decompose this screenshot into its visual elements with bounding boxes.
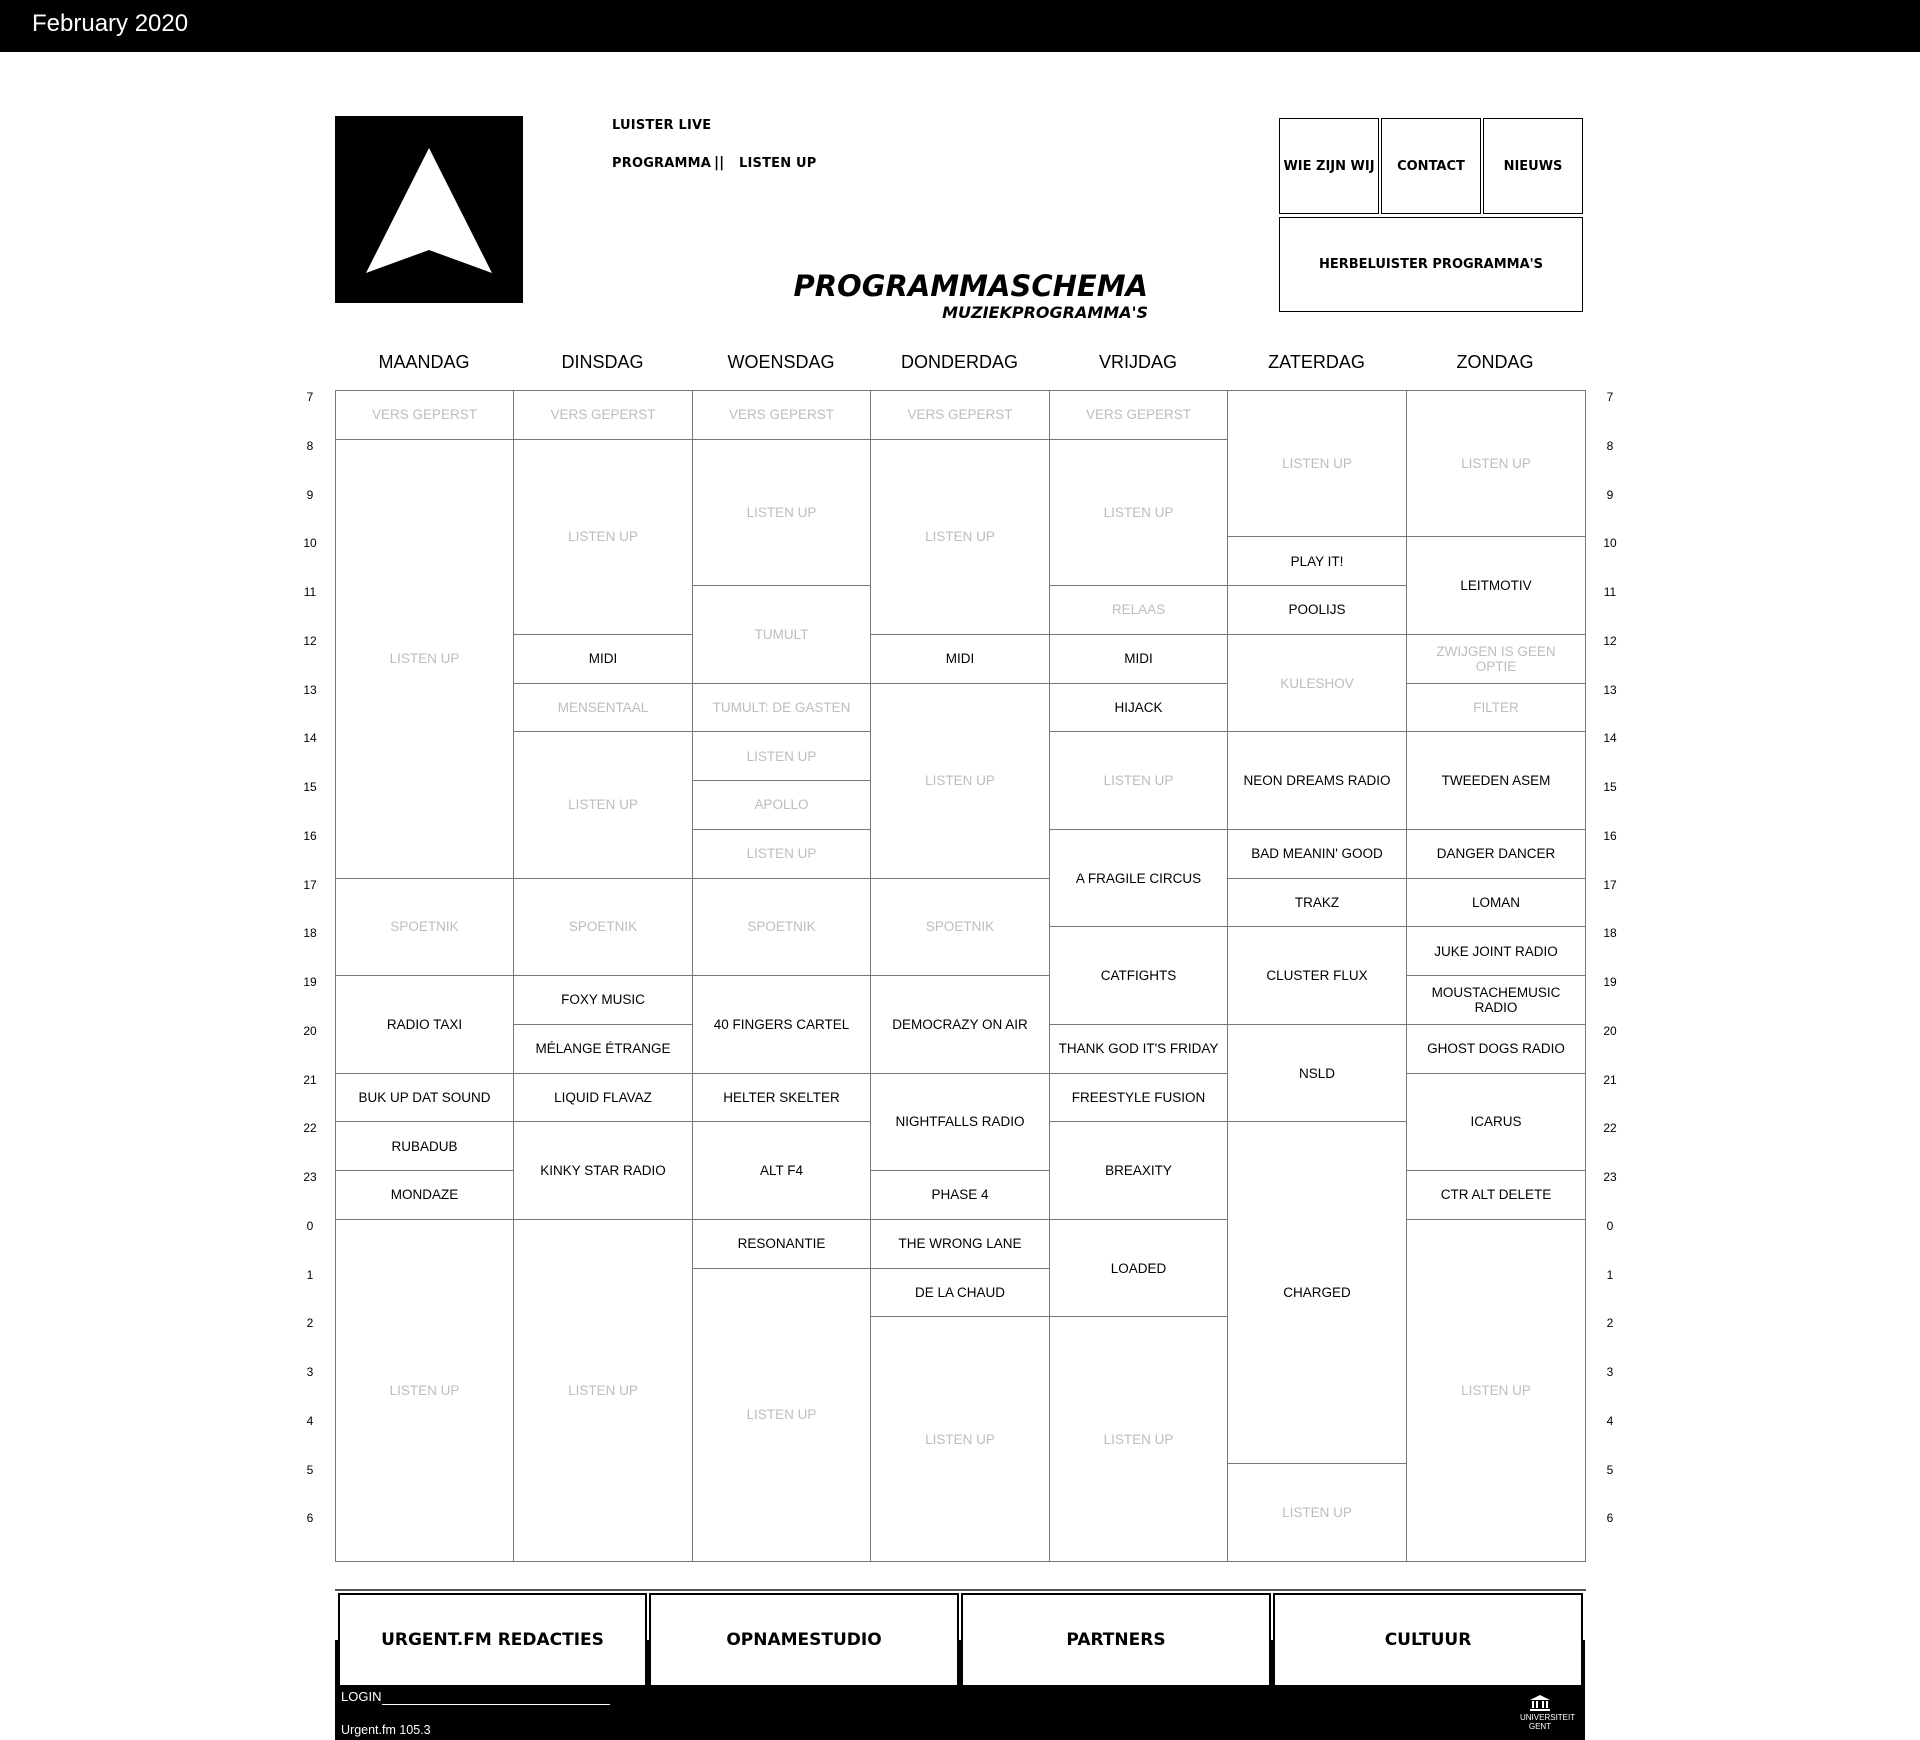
hour-label: 19 [1603, 975, 1617, 989]
hour-label: 0 [1606, 1218, 1614, 1233]
program-slot[interactable]: VERS GEPERST [336, 391, 514, 440]
program-slot[interactable]: MOUSTACHEMUSIC RADIO [1407, 976, 1585, 1025]
hour-label: 1 [1606, 1267, 1614, 1282]
program-slot[interactable]: NSLD [1228, 1025, 1407, 1123]
program-slot[interactable]: LISTEN UP [1050, 1317, 1228, 1561]
hour-label: 20 [303, 1023, 317, 1038]
program-slot[interactable]: FOXY MUSIC [514, 976, 693, 1025]
program-slot[interactable]: LISTEN UP [693, 732, 871, 781]
program-slot[interactable]: APOLLO [693, 781, 871, 830]
program-slot[interactable]: VERS GEPERST [871, 391, 1050, 440]
hour-label: 11 [1603, 585, 1617, 599]
hour-label: 16 [1603, 828, 1617, 843]
program-slot[interactable]: TRAKZ [1228, 879, 1407, 928]
hour-label: 8 [1606, 438, 1614, 453]
program-slot[interactable]: BAD MEANIN' GOOD [1228, 830, 1407, 879]
hour-label: 9 [1606, 487, 1614, 502]
hour-label: 9 [306, 487, 314, 502]
opnamestudio-button[interactable]: OPNAMESTUDIO [649, 1593, 959, 1687]
date-label: February 2020 [32, 10, 189, 37]
program-slot[interactable]: MIDI [514, 635, 693, 684]
program-slot[interactable]: CTR ALT DELETE [1407, 1171, 1585, 1220]
program-slot[interactable]: LISTEN UP [871, 684, 1050, 879]
program-slot[interactable]: GHOST DOGS RADIO [1407, 1025, 1585, 1074]
hour-label: 23 [303, 1170, 317, 1184]
program-slot[interactable]: KINKY STAR RADIO [514, 1122, 693, 1220]
program-slot[interactable]: LISTEN UP [871, 1317, 1050, 1561]
hour-label: 6 [306, 1511, 314, 1526]
hour-label: 17 [1603, 877, 1617, 892]
hour-label: 7 [306, 390, 314, 404]
day-header-dinsdag: DINSDAG [561, 352, 644, 372]
listen-up-link[interactable]: LISTEN UP [739, 156, 817, 171]
page-title: PROGRAMMASCHEMA [793, 269, 1148, 303]
program-slot[interactable]: FILTER [1407, 684, 1585, 733]
program-slot[interactable]: KULESHOV [1228, 635, 1407, 733]
nav-separator: || [714, 155, 725, 171]
hour-label: 18 [1603, 926, 1617, 941]
hour-label: 10 [1603, 536, 1617, 551]
program-slot[interactable]: ICARUS [1407, 1074, 1585, 1172]
hour-label: 14 [303, 731, 317, 746]
program-slot[interactable]: MIDI [1050, 635, 1228, 684]
program-slot[interactable]: LISTEN UP [336, 1220, 514, 1561]
program-slot[interactable]: POOLIJS [1228, 586, 1407, 635]
program-slot[interactable]: LISTEN UP [514, 1220, 693, 1561]
hour-label: 23 [1603, 1170, 1617, 1184]
program-slot[interactable]: LISTEN UP [1407, 1220, 1585, 1561]
hour-label: 3 [1606, 1365, 1614, 1379]
program-slot[interactable]: THANK GOD IT'S FRIDAY [1050, 1025, 1228, 1074]
wie-zijn-wij-button[interactable]: WIE ZIJN WIJ [1279, 118, 1379, 214]
hour-label: 13 [1603, 682, 1617, 697]
program-slot[interactable]: LISTEN UP [1228, 1464, 1407, 1562]
program-slot[interactable]: LISTEN UP [514, 440, 693, 635]
program-slot[interactable]: RESONANTIE [693, 1220, 871, 1269]
program-slot[interactable]: 40 FINGERS CARTEL [693, 976, 871, 1074]
hour-label: 4 [1606, 1413, 1614, 1428]
day-header-donderdag: DONDERDAG [900, 352, 1018, 372]
program-slot[interactable]: LISTEN UP [514, 732, 693, 878]
hour-label: 14 [1603, 731, 1617, 746]
program-slot[interactable]: DEMOCRAZY ON AIR [871, 976, 1050, 1074]
program-slot[interactable]: MONDAZE [336, 1171, 514, 1220]
program-slot[interactable]: LISTEN UP [1050, 440, 1228, 586]
partners-button[interactable]: PARTNERS [961, 1593, 1271, 1687]
program-slot[interactable]: MÉLANGE ÉTRANGE [514, 1025, 693, 1074]
listen-live-link[interactable]: LUISTER LIVE [612, 118, 712, 133]
program-slot[interactable]: TUMULT [693, 586, 871, 684]
program-slot[interactable]: VERS GEPERST [514, 391, 693, 440]
program-slot[interactable]: NIGHTFALLS RADIO [871, 1074, 1050, 1172]
hour-label: 1 [306, 1267, 314, 1282]
login-underline [382, 1704, 610, 1705]
program-slot[interactable]: TWEEDEN ASEM [1407, 732, 1585, 830]
program-slot[interactable]: CATFIGHTS [1050, 927, 1228, 1025]
hour-label: 8 [306, 438, 314, 453]
program-slot[interactable]: LIQUID FLAVAZ [514, 1074, 693, 1123]
hour-label: 7 [1606, 390, 1614, 404]
hour-label: 5 [306, 1462, 314, 1477]
redacties-button[interactable]: URGENT.FM REDACTIES [338, 1593, 647, 1687]
program-slot[interactable]: A FRAGILE CIRCUS [1050, 830, 1228, 928]
day-header-zaterdag: ZATERDAG [1268, 352, 1365, 372]
program-slot[interactable]: HELTER SKELTER [693, 1074, 871, 1123]
schedule-grid [335, 390, 1586, 1562]
program-slot[interactable]: HIJACK [1050, 684, 1228, 733]
hour-label: 12 [303, 633, 317, 648]
hour-label: 13 [303, 682, 317, 697]
program-slot[interactable]: LOMAN [1407, 879, 1585, 928]
day-header-zondag: ZONDAG [1456, 352, 1534, 372]
program-slot[interactable]: LISTEN UP [1228, 391, 1407, 537]
program-slot[interactable]: LEITMOTIV [1407, 537, 1585, 635]
hour-label: 2 [306, 1316, 314, 1331]
top-bar [0, 0, 1920, 52]
ugent-line2: GENT [1528, 1722, 1552, 1731]
hour-label: 4 [306, 1413, 314, 1428]
program-slot[interactable]: DE LA CHAUD [871, 1269, 1050, 1318]
program-slot[interactable]: ZWIJGEN IS GEEN OPTIE [1407, 635, 1585, 684]
program-slot[interactable]: RUBADUB [336, 1122, 514, 1171]
hour-label: 15 [1603, 780, 1617, 794]
program-slot[interactable]: NEON DREAMS RADIO [1228, 732, 1407, 830]
program-slot[interactable]: LISTEN UP [336, 440, 514, 879]
program-slot[interactable]: BUK UP DAT SOUND [336, 1074, 514, 1123]
hour-label: 22 [1603, 1121, 1617, 1136]
program-slot[interactable]: LISTEN UP [693, 1269, 871, 1562]
program-slot[interactable]: RELAAS [1050, 586, 1228, 635]
program-slot[interactable]: JUKE JOINT RADIO [1407, 927, 1585, 976]
hour-label: 0 [306, 1218, 314, 1233]
program-slot[interactable]: DANGER DANCER [1407, 830, 1585, 879]
hour-label: 18 [303, 926, 317, 941]
hour-label: 20 [1603, 1023, 1617, 1038]
day-header-maandag: MAANDAG [378, 352, 470, 372]
hour-label: 16 [303, 828, 317, 843]
page-subtitle: MUZIEKPROGRAMMA'S [942, 303, 1148, 322]
program-slot[interactable]: RADIO TAXI [336, 976, 514, 1074]
footer-divider [335, 1589, 1586, 1591]
ugent-logo [1520, 1695, 1576, 1731]
programma-link[interactable]: PROGRAMMA [612, 156, 712, 171]
program-slot[interactable]: SPOETNIK [514, 879, 693, 977]
program-slot[interactable]: FREESTYLE FUSION [1050, 1074, 1228, 1123]
program-slot[interactable]: CLUSTER FLUX [1228, 927, 1407, 1025]
hour-label: 19 [303, 975, 317, 989]
program-slot[interactable]: VERS GEPERST [1050, 391, 1228, 440]
hour-label: 2 [1606, 1316, 1614, 1331]
program-slot[interactable]: BREAXITY [1050, 1122, 1228, 1220]
hour-label: 11 [303, 585, 317, 599]
program-slot[interactable]: ALT F4 [693, 1122, 871, 1220]
program-slot[interactable]: CHARGED [1228, 1122, 1407, 1463]
program-slot[interactable]: SPOETNIK [871, 879, 1050, 977]
program-slot[interactable]: LOADED [1050, 1220, 1228, 1318]
program-slot[interactable]: MIDI [871, 635, 1050, 684]
program-slot[interactable]: TUMULT: DE GASTEN [693, 684, 871, 733]
contact-button[interactable]: CONTACT [1381, 118, 1481, 214]
day-header-vrijdag: VRIJDAG [1098, 352, 1177, 372]
herbeluister-button[interactable]: HERBELUISTER PROGRAMMA'S [1279, 217, 1583, 312]
hour-label: 5 [1606, 1462, 1614, 1477]
hour-label: 12 [1603, 633, 1617, 648]
program-slot[interactable]: SPOETNIK [693, 879, 871, 977]
program-slot[interactable]: PLAY IT! [1228, 537, 1407, 586]
program-slot[interactable]: LISTEN UP [871, 440, 1050, 635]
program-slot[interactable]: LISTEN UP [693, 440, 871, 586]
program-slot[interactable]: VERS GEPERST [693, 391, 871, 440]
program-slot[interactable]: LISTEN UP [693, 830, 871, 879]
hour-label: 21 [303, 1072, 317, 1087]
hour-label: 15 [303, 780, 317, 794]
hour-label: 6 [1606, 1511, 1614, 1526]
program-slot[interactable]: LISTEN UP [1407, 391, 1585, 537]
hour-label: 17 [303, 877, 317, 892]
hour-label: 21 [1603, 1072, 1617, 1087]
station-label: Urgent.fm 105.3 [341, 1723, 431, 1737]
university-building-icon [1530, 1695, 1550, 1711]
hour-label: 22 [303, 1121, 317, 1136]
hour-label: 3 [306, 1365, 314, 1379]
nieuws-button[interactable]: NIEUWS [1483, 118, 1583, 214]
program-slot[interactable]: PHASE 4 [871, 1171, 1050, 1220]
hour-label: 10 [303, 536, 317, 551]
ugent-line1: UNIVERSITEIT [1520, 1713, 1576, 1722]
day-header-woensdag: WOENSDAG [727, 352, 835, 372]
login-link[interactable]: LOGIN [341, 1689, 382, 1704]
cultuur-button[interactable]: CULTUUR [1273, 1593, 1583, 1687]
program-slot[interactable]: LISTEN UP [1050, 732, 1228, 830]
program-slot[interactable]: MENSENTAAL [514, 684, 693, 733]
program-slot[interactable]: SPOETNIK [336, 879, 514, 977]
program-slot[interactable]: THE WRONG LANE [871, 1220, 1050, 1269]
